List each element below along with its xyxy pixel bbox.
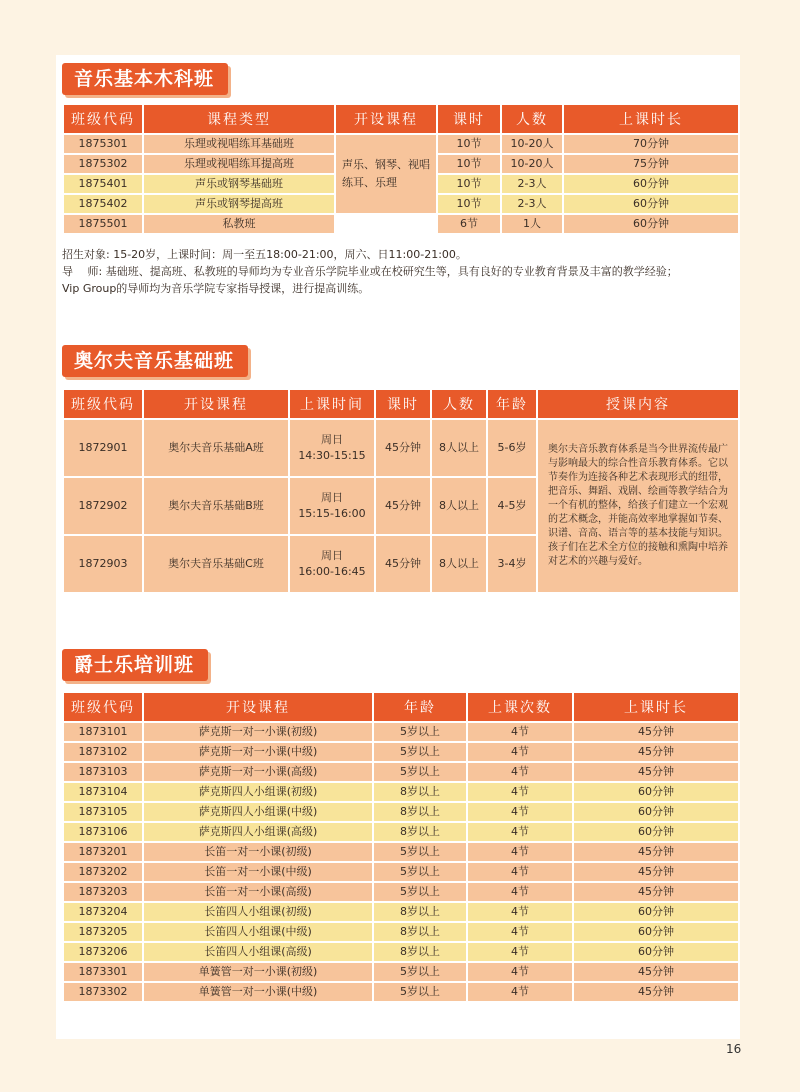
- class-code: 1873102: [63, 742, 143, 762]
- header-cell: 上课时长: [563, 104, 739, 134]
- course-name: 奥尔夫音乐基础A班: [143, 419, 289, 477]
- class-code: 1873201: [63, 842, 143, 862]
- class-count: 4节: [467, 802, 573, 822]
- class-time-range: 16:00-16:45: [298, 565, 366, 578]
- header-cell: 年龄: [487, 389, 537, 419]
- table-row: [63, 419, 739, 477]
- class-code: 1873103: [63, 762, 143, 782]
- class-day: 周日: [321, 433, 343, 446]
- section-title-jazz: 爵士乐培训班: [62, 649, 208, 681]
- header-cell: 上课时间: [289, 389, 375, 419]
- class-code: 1873206: [63, 942, 143, 962]
- class-duration: 45分钟: [573, 882, 739, 902]
- page-number: 16: [726, 1042, 742, 1056]
- class-code: 1872903: [63, 535, 143, 593]
- class-time-range: 15:15-16:00: [298, 507, 366, 520]
- class-code: 1873202: [63, 862, 143, 882]
- class-size: 10-20人: [501, 134, 563, 154]
- course-name: 单簧管一对一小课(初级): [143, 962, 373, 982]
- table-row: [63, 962, 739, 982]
- class-duration: 60分钟: [573, 782, 739, 802]
- table-row: [63, 782, 739, 802]
- class-duration: 75分钟: [563, 154, 739, 174]
- class-duration: 60分钟: [563, 174, 739, 194]
- class-hours: 10节: [437, 134, 501, 154]
- header-cell: 上课次数: [467, 692, 573, 722]
- class-hours: 45分钟: [375, 477, 431, 535]
- course-name: 长笛一对一小课(初级): [143, 842, 373, 862]
- class-code: 1873105: [63, 802, 143, 822]
- table-header-row: [63, 104, 739, 134]
- class-duration: 60分钟: [563, 214, 739, 234]
- table-row: [63, 882, 739, 902]
- class-size: 8人以上: [431, 535, 487, 593]
- course-type: 私教班: [143, 214, 335, 234]
- course-name: 长笛一对一小课(高级): [143, 882, 373, 902]
- teaching-content: 奥尔夫音乐教育体系是当今世界流传最广与影响最大的综合性音乐教育体系。它以节奏作为连接各种艺术表现形式的纽带，把音乐、舞蹈、戏剧、绘画等教学结合为一个有机的整体，给孩子们建立一个宏观的艺术概念，并能高效率地掌握如节奏、识谱、音高、语言等的基本技能与知识。孩子们在艺术全方位的接触和熏陶中培养对艺术的兴趣与爱好。: [537, 419, 739, 593]
- course-name: 长笛四人小组课(高级): [143, 942, 373, 962]
- header-cell: 班级代码: [63, 389, 143, 419]
- header-cell: 开设课程: [143, 692, 373, 722]
- class-count: 4节: [467, 762, 573, 782]
- class-count: 4节: [467, 982, 573, 1002]
- enrollment-notes: [62, 246, 738, 297]
- table-row: [63, 862, 739, 882]
- class-duration: 60分钟: [573, 922, 739, 942]
- course-type: 声乐或钢琴基础班: [143, 174, 335, 194]
- note-line: Vip Group的导师均为音乐学院专家指导授课，进行提高训练。: [62, 282, 370, 295]
- course-type: 声乐或钢琴提高班: [143, 194, 335, 214]
- class-size: 8人以上: [431, 477, 487, 535]
- header-cell: 班级代码: [63, 104, 143, 134]
- class-code: 1873101: [63, 722, 143, 742]
- table-row: [63, 722, 739, 742]
- header-cell: 授课内容: [537, 389, 739, 419]
- class-time: [289, 477, 375, 535]
- class-age: 8岁以上: [373, 942, 467, 962]
- class-code: 1875501: [63, 214, 143, 234]
- class-duration: 45分钟: [573, 762, 739, 782]
- class-code: 1875302: [63, 154, 143, 174]
- course-name: 单簧管一对一小课(中级): [143, 982, 373, 1002]
- course-type: 乐理或视唱练耳基础班: [143, 134, 335, 154]
- course-name: 长笛四人小组课(初级): [143, 902, 373, 922]
- table-row: [63, 214, 739, 234]
- class-code: 1873301: [63, 962, 143, 982]
- class-size: 2-3人: [501, 174, 563, 194]
- class-size: 1人: [501, 214, 563, 234]
- header-cell: 开设课程: [335, 104, 437, 134]
- course-name: 奥尔夫音乐基础C班: [143, 535, 289, 593]
- class-hours: 10节: [437, 174, 501, 194]
- class-count: 4节: [467, 962, 573, 982]
- class-age: 8岁以上: [373, 922, 467, 942]
- class-count: 4节: [467, 842, 573, 862]
- section-title-music-basic: 音乐基本木科班: [62, 63, 228, 95]
- header-cell: 课程类型: [143, 104, 335, 134]
- class-count: 4节: [467, 742, 573, 762]
- table-row: [63, 134, 739, 154]
- class-age: 5岁以上: [373, 862, 467, 882]
- class-code: 1873204: [63, 902, 143, 922]
- class-duration: 45分钟: [573, 722, 739, 742]
- table-header-row: [63, 692, 739, 722]
- header-cell: 班级代码: [63, 692, 143, 722]
- class-count: 4节: [467, 922, 573, 942]
- table-row: [63, 902, 739, 922]
- class-duration: 45分钟: [573, 742, 739, 762]
- class-age: 5岁以上: [373, 962, 467, 982]
- class-hours: 45分钟: [375, 535, 431, 593]
- header-cell: 上课时长: [573, 692, 739, 722]
- class-time: [289, 535, 375, 593]
- class-code: 1873104: [63, 782, 143, 802]
- music-basic-table: [62, 103, 740, 235]
- class-count: 4节: [467, 782, 573, 802]
- course-name: 萨克斯四人小组课(初级): [143, 782, 373, 802]
- class-duration: 45分钟: [573, 982, 739, 1002]
- class-time-range: 14:30-15:15: [298, 449, 366, 462]
- header-cell: 课时: [375, 389, 431, 419]
- course-name: 萨克斯四人小组课(中级): [143, 802, 373, 822]
- course-name: 萨克斯一对一小课(初级): [143, 722, 373, 742]
- course-name: 萨克斯四人小组课(高级): [143, 822, 373, 842]
- table-row: [63, 922, 739, 942]
- class-duration: 60分钟: [573, 902, 739, 922]
- class-code: 1875401: [63, 174, 143, 194]
- class-day: 周日: [321, 549, 343, 562]
- course-name: 长笛四人小组课(中级): [143, 922, 373, 942]
- course-name: 萨克斯一对一小课(高级): [143, 762, 373, 782]
- class-day: 周日: [321, 491, 343, 504]
- class-duration: 60分钟: [573, 802, 739, 822]
- course-type: 乐理或视唱练耳提高班: [143, 154, 335, 174]
- class-duration: 45分钟: [573, 842, 739, 862]
- table-row: [63, 762, 739, 782]
- class-duration: 60分钟: [573, 822, 739, 842]
- class-code: 1872901: [63, 419, 143, 477]
- class-hours: 10节: [437, 154, 501, 174]
- table-row: [63, 842, 739, 862]
- class-duration: 70分钟: [563, 134, 739, 154]
- class-age: 5岁以上: [373, 842, 467, 862]
- course-name: 长笛一对一小课(中级): [143, 862, 373, 882]
- class-age: 8岁以上: [373, 782, 467, 802]
- header-cell: 年龄: [373, 692, 467, 722]
- table-row: [63, 982, 739, 1002]
- class-age: 8岁以上: [373, 802, 467, 822]
- note-line: 招生对象: 15-20岁，上课时间：周一至五18:00-21:00，周六、日11:00-21:00。: [62, 248, 467, 261]
- class-duration: 45分钟: [573, 862, 739, 882]
- table-row: [63, 822, 739, 842]
- section-title-orff: 奥尔夫音乐基础班: [62, 345, 248, 377]
- header-cell: 开设课程: [143, 389, 289, 419]
- table-row: [63, 742, 739, 762]
- jazz-table: [62, 691, 740, 1003]
- class-code: 1873302: [63, 982, 143, 1002]
- class-code: 1873106: [63, 822, 143, 842]
- table-row: [63, 942, 739, 962]
- class-count: 4节: [467, 942, 573, 962]
- table-header-row: [63, 389, 739, 419]
- class-hours: 10节: [437, 194, 501, 214]
- class-age: 8岁以上: [373, 902, 467, 922]
- header-cell: 人数: [501, 104, 563, 134]
- class-age: 5岁以上: [373, 882, 467, 902]
- note-line: 导 师: 基础班、提高班、私教班的导师均为专业音乐学院毕业或在校研究生等，具有良好的专业教育背景及丰富的教学经验；: [62, 265, 678, 278]
- class-code: 1875301: [63, 134, 143, 154]
- table-row: [63, 802, 739, 822]
- class-duration: 60分钟: [563, 194, 739, 214]
- jazz-table-body: [63, 722, 739, 1002]
- class-age: 5岁以上: [373, 982, 467, 1002]
- class-code: 1873205: [63, 922, 143, 942]
- class-count: 4节: [467, 882, 573, 902]
- class-code: 1873203: [63, 882, 143, 902]
- class-code: 1872902: [63, 477, 143, 535]
- empty-cell: [335, 214, 437, 234]
- class-age: 5岁以上: [373, 762, 467, 782]
- class-code: 1875402: [63, 194, 143, 214]
- class-count: 4节: [467, 902, 573, 922]
- class-count: 4节: [467, 722, 573, 742]
- class-age: 4-5岁: [487, 477, 537, 535]
- class-age: 5岁以上: [373, 742, 467, 762]
- class-duration: 60分钟: [573, 942, 739, 962]
- class-size: 8人以上: [431, 419, 487, 477]
- class-count: 4节: [467, 862, 573, 882]
- class-size: 2-3人: [501, 194, 563, 214]
- header-cell: 人数: [431, 389, 487, 419]
- class-count: 4节: [467, 822, 573, 842]
- course-name: 奥尔夫音乐基础B班: [143, 477, 289, 535]
- class-size: 10-20人: [501, 154, 563, 174]
- header-cell: 课时: [437, 104, 501, 134]
- class-hours: 45分钟: [375, 419, 431, 477]
- orff-table: [62, 388, 740, 594]
- class-age: 5-6岁: [487, 419, 537, 477]
- class-age: 3-4岁: [487, 535, 537, 593]
- class-age: 8岁以上: [373, 822, 467, 842]
- class-time: [289, 419, 375, 477]
- class-hours: 6节: [437, 214, 501, 234]
- class-duration: 45分钟: [573, 962, 739, 982]
- offered-courses: 声乐、钢琴、视唱练耳、乐理: [335, 134, 437, 214]
- course-name: 萨克斯一对一小课(中级): [143, 742, 373, 762]
- class-age: 5岁以上: [373, 722, 467, 742]
